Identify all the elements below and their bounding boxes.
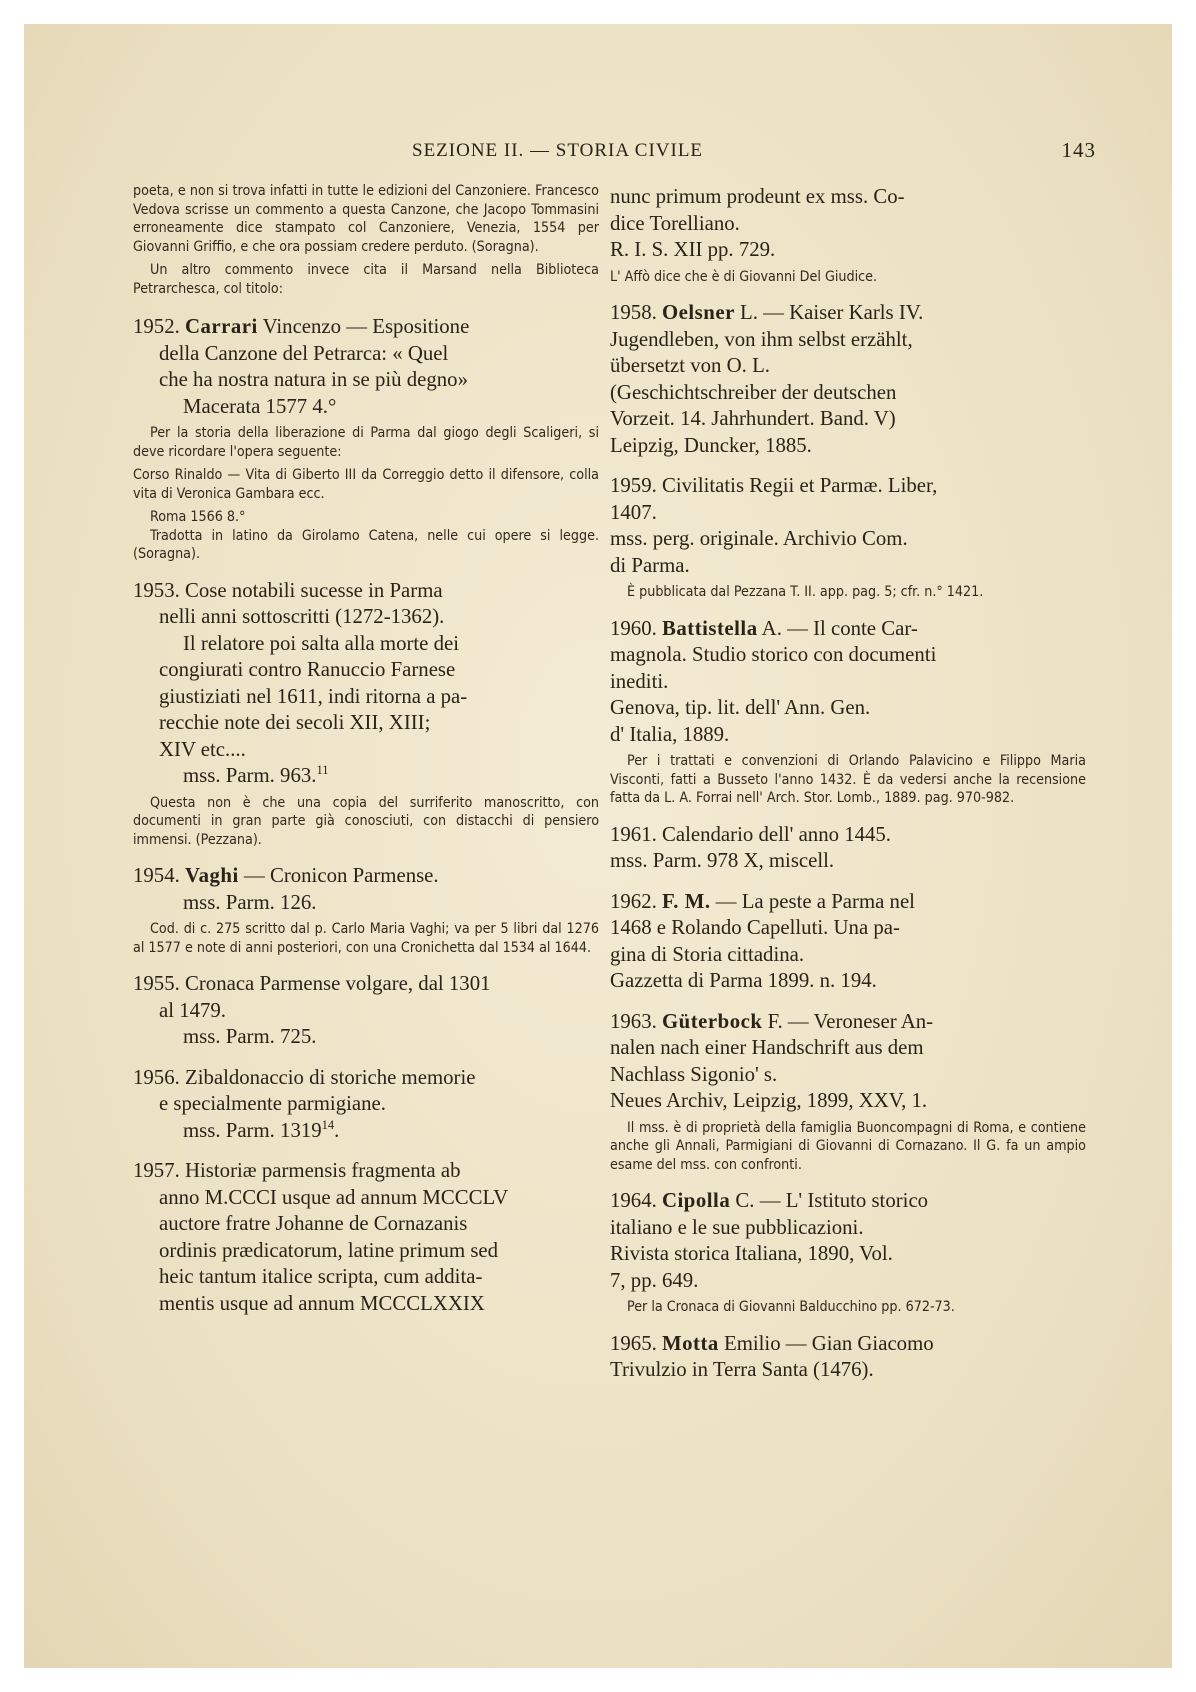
entry-number: 1953. [133,578,180,602]
entry-1961 [610,822,1086,875]
entry-text: heic tantum italice scripta, cum addita- [159,1265,483,1288]
entry-1954 [133,863,599,916]
entry-text: inediti. [610,669,669,693]
entry-note: Roma 1566 8.° [150,509,246,525]
entry-1953 [133,578,599,790]
entry-note: Per i trattati e convenzioni di Orlando Palavicino e Filippo Maria Visconti, fatti a Busseto l'anno 1432. È da vedersi anche la recensione fatta da L. A. Forrai nell' Arch. Stor. Lomb., 1889. pag. 970-982. [610,753,1086,806]
entry-text: mss. Parm. 963. [183,764,317,787]
entry-author: Vaghi [185,864,239,887]
entry-text: Gazzetta di Parma 1899. n. 194. [610,969,877,992]
entry-text: Zibaldonaccio di storiche memorie [185,1065,476,1089]
entry-text: e specialmente parmigiane. [159,1092,386,1115]
entry-number: 1964. [610,1189,657,1212]
entry-1960 [610,616,1086,749]
entry-text: Trivulzio in Terra Santa (1476). [610,1358,874,1381]
entry-text: ordinis prædicatorum, latine primum sed [159,1238,499,1262]
running-header [412,140,1096,170]
footnote-ref: 14 [321,1117,335,1132]
entry-text: giustiziati nel 1611, indi ritorna a pa- [159,684,468,708]
entry-text: mentis usque ad annum MCCCLXXIX [159,1291,485,1315]
entry-text: italiano e le sue pubblicazioni. [610,1215,864,1239]
entry-text: nalen nach einer Handschrift aus dem [610,1036,924,1059]
entry-number: 1962. [610,889,657,913]
entry-text: di Parma. [610,553,690,577]
entry-author: Güterbock [662,1009,763,1033]
entry-text: Cose notabili sucesse in Parma [185,578,443,602]
entry-text: übersetzt von O. L. [610,354,770,377]
entry-text: dice Torelliano. [610,211,740,235]
entry-text: Vincenzo — Espositione [262,315,470,338]
entry-text: recchie note dei secoli XII, XIII; [159,711,431,734]
entry-note: L' Affò dice che è di Giovanni Del Giudice. [610,268,878,285]
entry-note: Tradotta in latino da Girolamo Catena, nelle cui opere si legge. (Soragna). [133,527,599,562]
entry-1957 [133,1158,599,1317]
entry-text: 1407. [610,500,657,524]
entry-text: C. — L' Istituto storico [735,1189,929,1212]
entry-number: 1954. [133,864,180,887]
entry-text: Civilitatis Regii et Parmæ. Liber, [662,474,938,497]
entry-note: È pubblicata dal Pezzana T. II. app. pag. 5; cfr. n.° 1421. [627,584,984,600]
entry-text: L. — Kaiser Karls IV. [740,301,924,324]
entry-number: 1960. [610,616,657,640]
entry-text: della Canzone del Petrarca: « Quel [159,341,449,365]
entry-1957-continued [610,184,1086,264]
entry-number: 1958. [610,301,657,324]
entry-text: mss. Parm. 126. [183,890,317,914]
entry-number: 1961. [610,822,657,846]
footnote-ref: 11 [316,763,329,778]
entry-1956 [133,1065,599,1145]
entry-text: XIV etc.... [159,737,246,761]
entry-text: congiurati contro Ranuccio Farnese [159,658,456,681]
entry-number: 1965. [610,1331,657,1355]
entry-author: Motta [662,1331,719,1355]
entry-text: Genova, tip. lit. dell' Ann. Gen. [610,696,871,719]
entry-text: gina di Storia cittadina. [610,942,805,966]
entry-text: d' Italia, 1889. [610,722,730,746]
entry-number: 1959. [610,474,657,497]
entry-text: Cronaca Parmense volgare, dal 1301 [185,972,491,995]
entry-text: Leipzig, Duncker, 1885. [610,433,812,457]
entry-author: F. M. [662,889,711,913]
entry-author: Battistella [662,616,758,640]
entry-1959 [610,473,1086,579]
entry-text: nelli anni sottoscritti (1272-1362). [159,605,445,628]
entry-author: Oelsner [662,301,735,324]
entry-text: nunc primum prodeunt ex mss. Co- [610,185,905,208]
entry-text: . [334,1118,340,1142]
continued-note-2: Un altro commento invece cita il Marsand nella Biblioteca Petrarchesca, col titolo: [133,262,599,297]
entry-text: che ha nostra natura in se più degno» [159,368,468,391]
entry-text: Jugendleben, von ihm selbst erzählt, [610,327,913,351]
entry-number: 1956. [133,1065,180,1089]
entry-note: Questa non è che una copia del surriferito manoscritto, con documenti in gran parte già conosciuti, con distacchi di pensiero immensi. (Pezzana). [133,794,599,848]
entry-1955 [133,971,599,1051]
page-number: 143 [1061,138,1096,162]
section-title: SEZIONE II. — STORIA CIVILE [412,140,704,161]
entry-1958 [610,300,1086,459]
entry-note: Il mss. è di proprietà della famiglia Buoncompagni di Roma, e contiene anche gli Annali, Parmigiani di Giovanni di Cornazano. Il G. fa un ampio esame del mss. con confronti. [610,1119,1086,1173]
continued-note: poeta, e non si trova infatti in tutte le edizioni del Canzoniere. Francesco Vedova scrisse un commento a questa Canzone, che Jacopo Tommasini erroneamente dice stampato col Canzoniere, Venezia, 1554 per Giovanni Griffio, e che ora possiam credere perduto. (Soragna). [133,183,599,255]
left-column [133,182,599,1642]
entry-number: 1955. [133,972,180,995]
entry-text: Nachlass Sigonio' s. [610,1062,778,1086]
entry-text: Rivista storica Italiana, 1890, Vol. [610,1242,893,1265]
entry-text: (Geschichtschreiber der deutschen [610,380,897,404]
entry-text: Calendario dell' anno 1445. [662,822,891,846]
entry-text: 1468 e Rolando Capelluti. Una pa- [610,916,900,939]
entry-1965 [610,1331,1086,1384]
right-column [610,182,1086,1642]
entry-note: Per la Cronaca di Giovanni Balducchino pp. 672-73. [627,1299,955,1315]
entry-text: al 1479. [159,998,227,1022]
entry-author: Cipolla [662,1189,731,1212]
entry-text: Emilio — Gian Giacomo [723,1331,934,1355]
entry-note: Corso Rinaldo — Vita di Giberto III da Correggio detto il difensore, colla vita di Veronica Gambara ecc. [133,467,599,502]
entry-text: — La peste a Parma nel [715,889,915,913]
entry-1962 [610,889,1086,995]
entry-text: auctore fratre Johanne de Cornazanis [159,1212,468,1235]
entry-text: anno M.CCCI usque ad annum MCCCLV [159,1185,509,1209]
entry-note: Per la storia della liberazione di Parma dal giogo degli Scaligeri, si deve ricordare l'opera seguente: [133,425,599,460]
entry-text: Neues Archiv, Leipzig, 1899, XXV, 1. [610,1089,928,1112]
entry-number: 1963. [610,1009,657,1033]
entry-text: 7, pp. 649. [610,1268,699,1292]
entry-note: Cod. di c. 275 scritto dal p. Carlo Maria Vaghi; va per 5 libri dal 1276 al 1577 e note di anni posteriori, con una Cronichetta dal 1534 al 1644. [133,921,599,956]
entry-text: mss. Parm. 978 X, miscell. [610,849,835,872]
entry-text: mss. perg. originale. Archivio Com. [610,527,908,550]
scanned-page [24,24,1172,1668]
entry-text: magnola. Studio storico con documenti [610,643,937,666]
entry-number: 1957. [133,1159,180,1182]
entry-1952 [133,314,599,420]
entry-text: A. — Il conte Car- [761,616,918,640]
entry-text: Il relatore poi salta alla morte dei [183,631,460,655]
entry-number: 1952. [133,315,180,338]
entry-text: R. I. S. XII pp. 729. [610,238,776,261]
entry-text: Macerata 1577 4.° [183,394,337,418]
entry-text: — Cronicon Parmense. [243,864,439,887]
entry-text: mss. Parm. 725. [183,1025,317,1048]
entry-text: F. — Veroneser An- [767,1009,934,1033]
entry-1964 [610,1188,1086,1294]
entry-text: Vorzeit. 14. Jahrhundert. Band. V) [610,407,896,430]
entry-author: Carrari [185,315,258,338]
entry-text: Historiæ parmensis fragmenta ab [185,1159,461,1182]
entry-1963 [610,1009,1086,1115]
entry-text: mss. Parm. 1319 [183,1118,322,1142]
